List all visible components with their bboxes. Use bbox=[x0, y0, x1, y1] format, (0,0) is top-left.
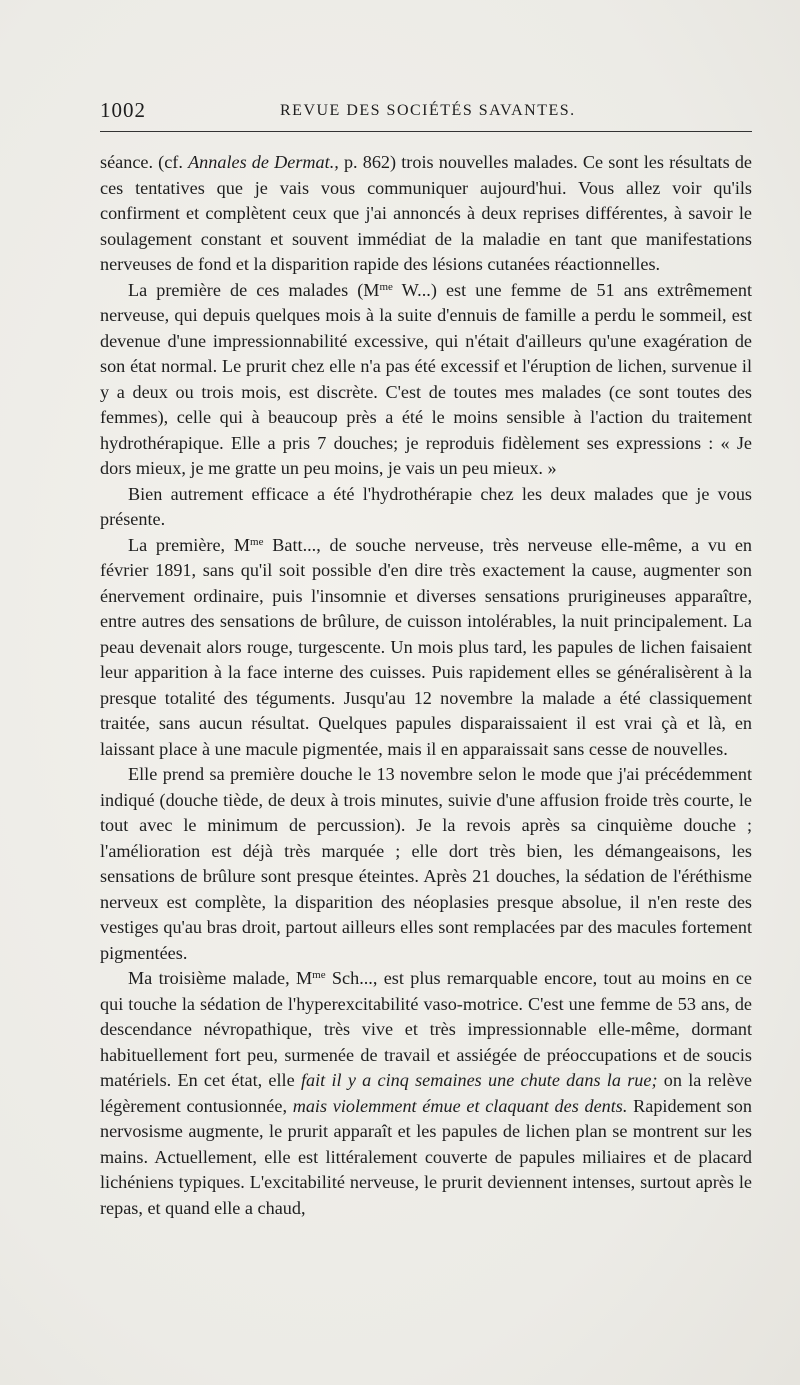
text-run: La première, M bbox=[128, 534, 251, 555]
paragraph bbox=[100, 966, 752, 1221]
italic-text: Annales de Dermat., bbox=[188, 152, 339, 172]
superscript: me bbox=[379, 280, 393, 293]
text-run: La première de ces malades (M bbox=[128, 279, 380, 300]
text-run: séance. (cf. bbox=[100, 152, 189, 172]
text-run: Sch..., est plus remarquable encore, tout au moins en ce qui touche la sédation de l'hyperexcitabilité vaso-motrice. C'est une femme de 53 ans, de descendance névropathique, très vive et très impressionnable elle-même, dormant habituellement fort peu, surmenée de travail et assiégée de préoccupations et de soucis matériels. En cet état, elle bbox=[100, 968, 752, 1090]
body-text bbox=[100, 150, 752, 1221]
paragraph bbox=[100, 533, 752, 763]
text-run: Ma troisième malade, M bbox=[128, 968, 313, 988]
text-run: Bien autrement efficace a été l'hydrothérapie chez les deux malades que je vous présente. bbox=[100, 483, 752, 529]
superscript: me bbox=[312, 969, 326, 981]
italic-text: mais violemment émue et claquant des dents. bbox=[292, 1095, 628, 1116]
paragraph bbox=[100, 762, 752, 966]
running-title: REVUE DES SOCIÉTÉS SAVANTES. bbox=[280, 102, 576, 119]
paragraph bbox=[100, 150, 752, 278]
header-rule bbox=[100, 131, 752, 132]
superscript: me bbox=[250, 535, 264, 548]
page-number: 1002 bbox=[100, 98, 146, 122]
italic-text: fait il y a cinq semaines une chute dans la rue; bbox=[300, 1070, 658, 1090]
paragraph bbox=[100, 482, 752, 533]
text-run: Rapidement son nervosisme augmente, le prurit apparaît et les papules de lichen plan se montrent sur les mains. Actuellement, elle est littéralement couverte de papules miliaires et de placard lichéniens typiques. L'excitabilité nerveuse, le prurit deviennent intenses, surtout après le repas, et quand elle a chaud, bbox=[100, 1095, 752, 1218]
text-run: W...) est une femme de 51 ans extrêmement nerveuse, qui depuis quelques mois à la suite d'ennuis de famille a perdu le sommeil, est devenue d'une impressionnabilité excessive, qui n'était d'ailleurs qu'une exagération de son état normal. Le prurit chez elle n'a pas été excessif et l'éruption de lichen, survenue il y a deux ou trois mois, est discrète. C'est de toutes mes malades (ce sont toutes des femmes), celle qui à beaucoup près a été le moins sensible à l'action du traitement hydrothérapique. Elle a pris 7 douches; je reproduis fidèlement ses expressions : « Je dors mieux, je me gratte un peu moins, je vais un peu mieux. » bbox=[100, 279, 752, 478]
paragraph bbox=[100, 278, 752, 482]
text-run: Batt..., de souche nerveuse, très nerveuse elle-même, a vu en février 1891, sans qu'il soit possible d'en dire très exactement la cause, augmenter son énervement ordinaire, puis l'insomnie et diverses sensations prurigineuses apparaître, entre autres des sensations de brûlure, de cuisson intolérables, la nuit principalement. La peau devenait alors rouge, turgescente. Un mois plus tard, les papules de lichen faisaient leur apparition à la face interne des cuisses. Puis rapidement elles se généralisèrent à la presque totalité des téguments. Jusqu'au 12 novembre la malade a été classiquement traitée, sans aucun résultat. Quelques papules disparaissaient il est vrai çà et là, en laissant place à une macule pigmentée, mais il en apparaissait sans cesse de nouvelles. bbox=[100, 534, 752, 759]
text-run: Elle prend sa première douche le 13 novembre selon le mode que j'ai précédemment indiqué (douche tiède, de deux à trois minutes, suivie d'une affusion froide très courte, le tout avec le minimum de percussion). Je la revois après sa cinquième douche ; l'amélioration est déjà très marquée ; elle dort très bien, les démangeaisons, les sensations de brûlure sont presque éteintes. Après 21 douches, la sédation de l'éréthisme nerveux est complète, la disparition des néoplasies presque absolue, il n'en reste des vestiges qu'au bras droit, partout ailleurs elles sont remplacées par des macules fortement pigmentées. bbox=[100, 764, 752, 963]
text-run: p. 862) trois nouvelles malades. Ce sont les résultats de ces tentatives que je vais vous communiquer aujourd'hui. Vous allez voir qu'ils confirment et complètent ceux que j'ai annoncés à deux reprises différentes, à savoir le soulagement constant et souvent immédiat de la maladie en tant que manifestations nerveuses de fond et la disparition rapide des lésions cutanées réactionnelles. bbox=[100, 152, 753, 274]
text-run: on la relève légèrement contusionnée, bbox=[100, 1070, 753, 1116]
page-header bbox=[100, 98, 752, 122]
